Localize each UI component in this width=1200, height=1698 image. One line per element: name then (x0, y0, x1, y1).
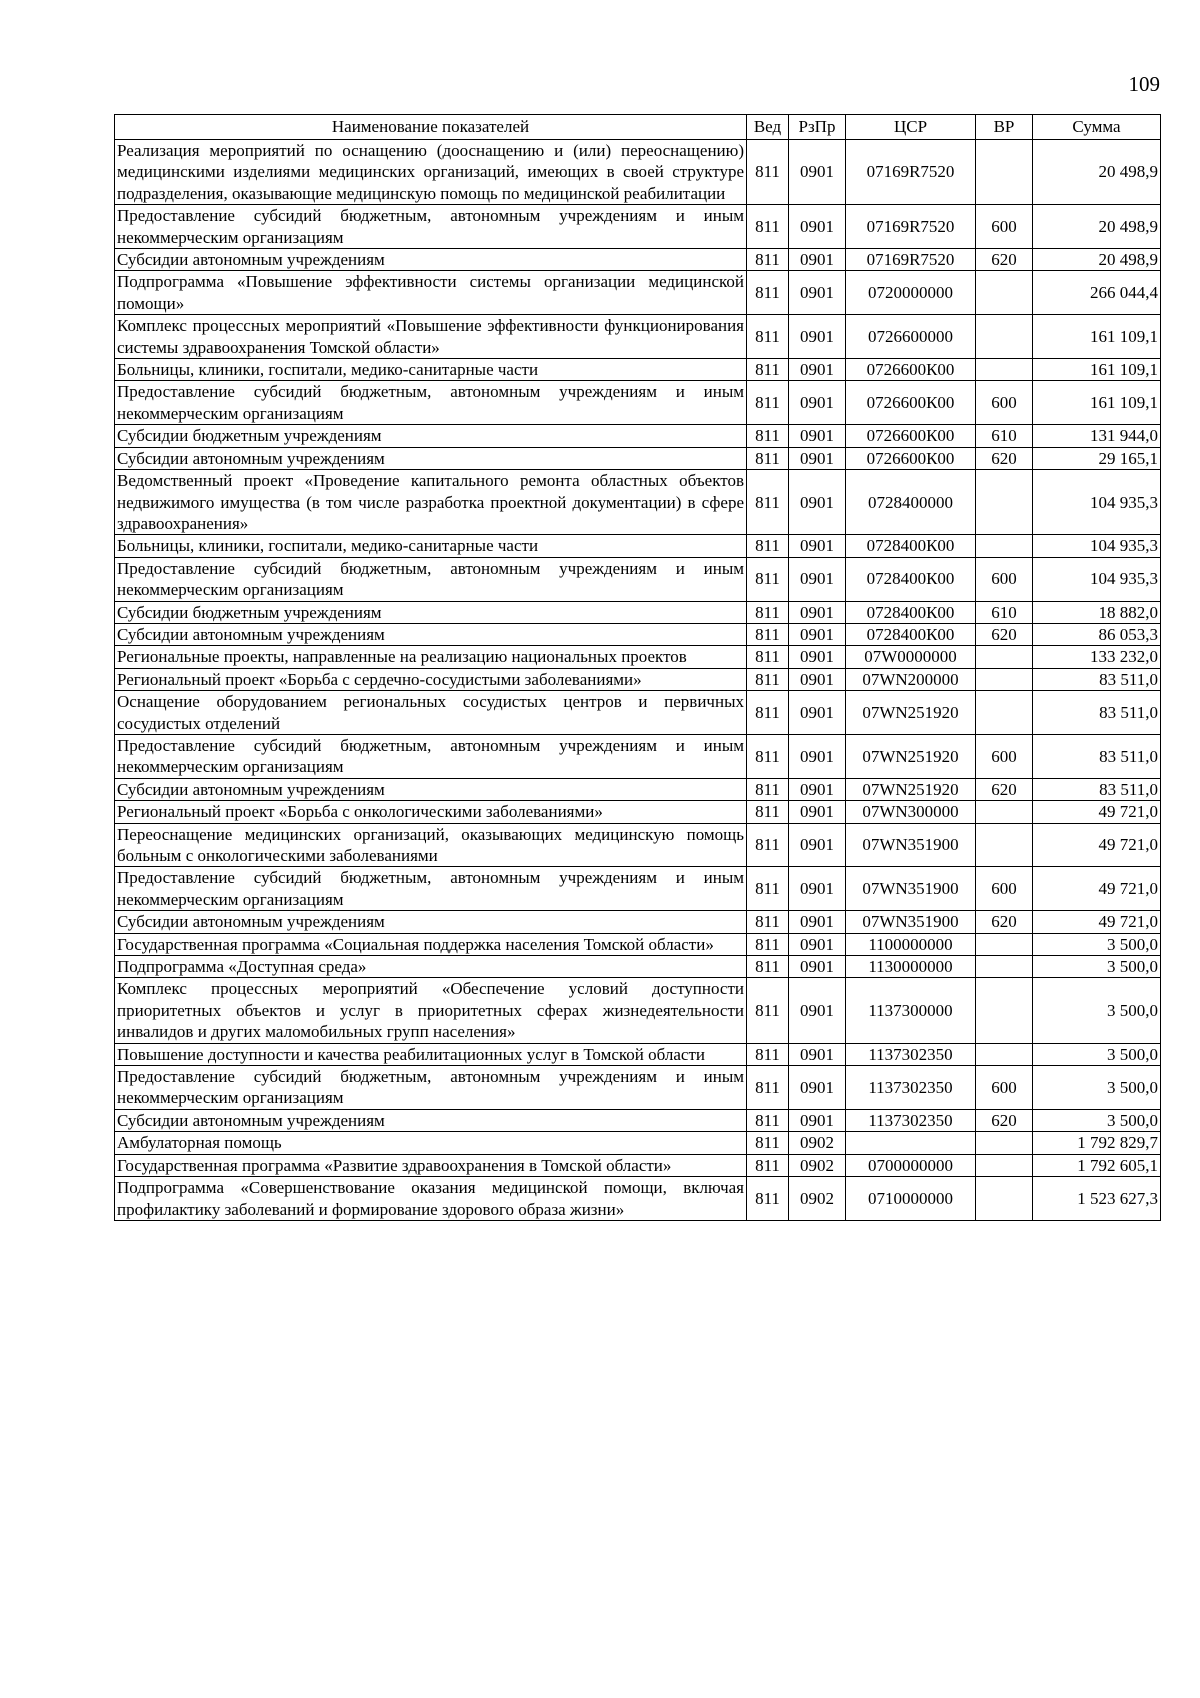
cell-rzpr: 0901 (789, 734, 846, 778)
cell-sum: 49 721,0 (1033, 823, 1161, 867)
header-ved: Вед (747, 115, 789, 140)
cell-ved: 811 (747, 535, 789, 557)
cell-vr (976, 359, 1033, 381)
cell-rzpr: 0901 (789, 557, 846, 601)
cell-ved: 811 (747, 823, 789, 867)
cell-sum: 20 498,9 (1033, 140, 1161, 205)
table-row (115, 381, 1161, 425)
cell-rzpr: 0901 (789, 623, 846, 645)
cell-name: Реализация мероприятий по оснащению (дооснащению и (или) переоснащению) медицинскими изделиями медицинских организаций, имеющих в своей структуре подразделения, оказывающие медицинскую помощь по медицинской реабилитации (115, 140, 747, 205)
table-row (115, 646, 1161, 668)
cell-name: Больницы, клиники, госпитали, медико-санитарные части (115, 535, 747, 557)
table-row (115, 1043, 1161, 1065)
table-row (115, 470, 1161, 535)
cell-vr: 600 (976, 557, 1033, 601)
cell-csr: 0728400К00 (846, 557, 976, 601)
cell-csr: 07WN300000 (846, 801, 976, 823)
cell-sum: 3 500,0 (1033, 933, 1161, 955)
cell-rzpr: 0901 (789, 205, 846, 249)
cell-rzpr: 0902 (789, 1154, 846, 1176)
cell-csr: 1130000000 (846, 956, 976, 978)
table-row (115, 1177, 1161, 1221)
table-row (115, 668, 1161, 690)
cell-name: Региональные проекты, направленные на реализацию национальных проектов (115, 646, 747, 668)
cell-csr: 07WN251920 (846, 734, 976, 778)
cell-csr: 07169R7520 (846, 205, 976, 249)
cell-name: Субсидии бюджетным учреждениям (115, 425, 747, 447)
cell-ved: 811 (747, 933, 789, 955)
cell-ved: 811 (747, 557, 789, 601)
cell-sum: 3 500,0 (1033, 1109, 1161, 1131)
cell-vr (976, 646, 1033, 668)
cell-sum: 104 935,3 (1033, 535, 1161, 557)
cell-csr: 07WN200000 (846, 668, 976, 690)
table-row (115, 867, 1161, 911)
table-row (115, 1132, 1161, 1154)
header-sum: Сумма (1033, 115, 1161, 140)
cell-vr: 600 (976, 867, 1033, 911)
table-row (115, 1109, 1161, 1131)
table-row (115, 978, 1161, 1043)
table-row (115, 315, 1161, 359)
table-row (115, 1154, 1161, 1176)
cell-name: Повышение доступности и качества реабилитационных услуг в Томской области (115, 1043, 747, 1065)
cell-rzpr: 0901 (789, 140, 846, 205)
cell-vr: 620 (976, 447, 1033, 469)
cell-rzpr: 0901 (789, 249, 846, 271)
table-row (115, 623, 1161, 645)
cell-csr: 0728400000 (846, 470, 976, 535)
cell-csr: 07WN251920 (846, 691, 976, 735)
cell-vr (976, 691, 1033, 735)
cell-ved: 811 (747, 1043, 789, 1065)
cell-sum: 133 232,0 (1033, 646, 1161, 668)
cell-vr (976, 801, 1033, 823)
table-row (115, 205, 1161, 249)
cell-csr: 0728400К00 (846, 623, 976, 645)
cell-sum: 49 721,0 (1033, 911, 1161, 933)
table-row (115, 359, 1161, 381)
cell-name: Региональный проект «Борьба с сердечно-сосудистыми заболеваниями» (115, 668, 747, 690)
table-row (115, 447, 1161, 469)
cell-ved: 811 (747, 315, 789, 359)
cell-sum: 161 109,1 (1033, 315, 1161, 359)
cell-sum: 49 721,0 (1033, 867, 1161, 911)
cell-ved: 811 (747, 956, 789, 978)
table-row (115, 823, 1161, 867)
cell-ved: 811 (747, 778, 789, 800)
cell-sum: 161 109,1 (1033, 359, 1161, 381)
page-number: 109 (1128, 72, 1160, 96)
cell-csr: 1137302350 (846, 1043, 976, 1065)
cell-name: Государственная программа «Развитие здравоохранения в Томской области» (115, 1154, 747, 1176)
cell-sum: 1 792 605,1 (1033, 1154, 1161, 1176)
cell-name: Субсидии автономным учреждениям (115, 778, 747, 800)
cell-ved: 811 (747, 425, 789, 447)
cell-csr: 1137302350 (846, 1109, 976, 1131)
table-row (115, 933, 1161, 955)
cell-vr (976, 956, 1033, 978)
cell-name: Подпрограмма «Совершенствование оказания медицинской помощи, включая профилактику заболеваний и формирование здорового образа жизни» (115, 1177, 747, 1221)
cell-sum: 86 053,3 (1033, 623, 1161, 645)
cell-vr: 610 (976, 425, 1033, 447)
cell-vr (976, 823, 1033, 867)
cell-csr: 0710000000 (846, 1177, 976, 1221)
cell-name: Подпрограмма «Повышение эффективности системы организации медицинской помощи» (115, 271, 747, 315)
cell-rzpr: 0901 (789, 315, 846, 359)
cell-sum: 104 935,3 (1033, 557, 1161, 601)
cell-vr (976, 470, 1033, 535)
table-row (115, 535, 1161, 557)
cell-vr (976, 1154, 1033, 1176)
cell-rzpr: 0901 (789, 470, 846, 535)
cell-rzpr: 0901 (789, 447, 846, 469)
cell-name: Комплекс процессных мероприятий «Повышение эффективности функционирования системы здравоохранения Томской области» (115, 315, 747, 359)
cell-sum: 29 165,1 (1033, 447, 1161, 469)
cell-vr (976, 1132, 1033, 1154)
cell-ved: 811 (747, 1154, 789, 1176)
cell-csr: 1100000000 (846, 933, 976, 955)
table-row (115, 956, 1161, 978)
cell-vr: 600 (976, 205, 1033, 249)
cell-name: Субсидии автономным учреждениям (115, 249, 747, 271)
cell-name: Субсидии автономным учреждениям (115, 623, 747, 645)
cell-sum: 104 935,3 (1033, 470, 1161, 535)
table-body (115, 140, 1161, 1221)
cell-ved: 811 (747, 205, 789, 249)
cell-name: Больницы, клиники, госпитали, медико-санитарные части (115, 359, 747, 381)
cell-rzpr: 0901 (789, 381, 846, 425)
cell-vr: 620 (976, 623, 1033, 645)
cell-csr: 1137300000 (846, 978, 976, 1043)
cell-ved: 811 (747, 1066, 789, 1110)
cell-vr: 620 (976, 1109, 1033, 1131)
cell-vr (976, 271, 1033, 315)
cell-vr (976, 933, 1033, 955)
cell-name: Субсидии бюджетным учреждениям (115, 601, 747, 623)
cell-ved: 811 (747, 470, 789, 535)
cell-name: Предоставление субсидий бюджетным, автономным учреждениям и иным некоммерческим организациям (115, 1066, 747, 1110)
cell-rzpr: 0901 (789, 691, 846, 735)
header-vr: ВР (976, 115, 1033, 140)
cell-csr: 0726600К00 (846, 381, 976, 425)
cell-rzpr: 0901 (789, 1066, 846, 1110)
cell-name: Предоставление субсидий бюджетным, автономным учреждениям и иным некоммерческим организациям (115, 205, 747, 249)
cell-csr: 07WN351900 (846, 867, 976, 911)
cell-rzpr: 0901 (789, 1109, 846, 1131)
cell-rzpr: 0901 (789, 956, 846, 978)
cell-ved: 811 (747, 801, 789, 823)
cell-ved: 811 (747, 646, 789, 668)
cell-csr: 0726600К00 (846, 359, 976, 381)
cell-name: Ведомственный проект «Проведение капитального ремонта областных объектов недвижимого имущества (в том числе разработка проектной документации) в сфере здравоохранения» (115, 470, 747, 535)
cell-ved: 811 (747, 978, 789, 1043)
cell-vr: 600 (976, 381, 1033, 425)
cell-sum: 131 944,0 (1033, 425, 1161, 447)
cell-name: Подпрограмма «Доступная среда» (115, 956, 747, 978)
cell-vr (976, 668, 1033, 690)
table-row (115, 601, 1161, 623)
cell-rzpr: 0901 (789, 425, 846, 447)
cell-sum: 20 498,9 (1033, 205, 1161, 249)
cell-name: Предоставление субсидий бюджетным, автономным учреждениям и иным некоммерческим организациям (115, 557, 747, 601)
cell-csr: 0726600К00 (846, 425, 976, 447)
cell-sum: 83 511,0 (1033, 734, 1161, 778)
cell-rzpr: 0901 (789, 778, 846, 800)
cell-csr: 07169R7520 (846, 140, 976, 205)
cell-csr: 07169R7520 (846, 249, 976, 271)
cell-csr: 1137302350 (846, 1066, 976, 1110)
cell-sum: 83 511,0 (1033, 668, 1161, 690)
table-header-row (115, 115, 1161, 140)
cell-ved: 811 (747, 668, 789, 690)
cell-sum: 3 500,0 (1033, 978, 1161, 1043)
cell-ved: 811 (747, 447, 789, 469)
budget-table (114, 114, 1161, 1221)
cell-name: Субсидии автономным учреждениям (115, 447, 747, 469)
table-row (115, 271, 1161, 315)
cell-csr: 07WN351900 (846, 911, 976, 933)
table-row (115, 691, 1161, 735)
cell-ved: 811 (747, 359, 789, 381)
cell-rzpr: 0901 (789, 668, 846, 690)
cell-name: Предоставление субсидий бюджетным, автономным учреждениям и иным некоммерческим организациям (115, 381, 747, 425)
cell-name: Переоснащение медицинских организаций, оказывающих медицинскую помощь больным с онкологическими заболеваниями (115, 823, 747, 867)
cell-vr (976, 978, 1033, 1043)
table-row (115, 801, 1161, 823)
cell-ved: 811 (747, 1109, 789, 1131)
cell-csr: 07WN251920 (846, 778, 976, 800)
table-row (115, 1066, 1161, 1110)
cell-rzpr: 0901 (789, 1043, 846, 1065)
cell-sum: 3 500,0 (1033, 1066, 1161, 1110)
cell-name: Предоставление субсидий бюджетным, автономным учреждениям и иным некоммерческим организациям (115, 734, 747, 778)
cell-sum: 83 511,0 (1033, 691, 1161, 735)
cell-name: Региональный проект «Борьба с онкологическими заболеваниями» (115, 801, 747, 823)
cell-ved: 811 (747, 601, 789, 623)
header-rzpr: РзПр (789, 115, 846, 140)
cell-vr: 620 (976, 778, 1033, 800)
cell-ved: 811 (747, 734, 789, 778)
cell-csr (846, 1132, 976, 1154)
cell-vr (976, 1177, 1033, 1221)
cell-rzpr: 0902 (789, 1177, 846, 1221)
cell-name: Амбулаторная помощь (115, 1132, 747, 1154)
cell-ved: 811 (747, 249, 789, 271)
cell-ved: 811 (747, 140, 789, 205)
cell-ved: 811 (747, 867, 789, 911)
cell-vr (976, 315, 1033, 359)
cell-sum: 83 511,0 (1033, 778, 1161, 800)
cell-name: Оснащение оборудованием региональных сосудистых центров и первичных сосудистых отделений (115, 691, 747, 735)
cell-vr (976, 140, 1033, 205)
cell-rzpr: 0901 (789, 801, 846, 823)
table-row (115, 557, 1161, 601)
header-csr: ЦСР (846, 115, 976, 140)
cell-ved: 811 (747, 623, 789, 645)
cell-ved: 811 (747, 911, 789, 933)
cell-ved: 811 (747, 691, 789, 735)
cell-vr (976, 535, 1033, 557)
cell-ved: 811 (747, 381, 789, 425)
cell-rzpr: 0901 (789, 359, 846, 381)
cell-name: Субсидии автономным учреждениям (115, 911, 747, 933)
cell-csr: 07WN351900 (846, 823, 976, 867)
table-row (115, 778, 1161, 800)
cell-sum: 3 500,0 (1033, 956, 1161, 978)
cell-sum: 49 721,0 (1033, 801, 1161, 823)
cell-vr: 600 (976, 734, 1033, 778)
cell-rzpr: 0901 (789, 933, 846, 955)
cell-vr: 620 (976, 249, 1033, 271)
table-row (115, 425, 1161, 447)
table-row (115, 140, 1161, 205)
cell-name: Комплекс процессных мероприятий «Обеспечение условий доступности приоритетных объектов и услуг в приоритетных сферах жизнедеятельности инвалидов и других маломобильных групп населения» (115, 978, 747, 1043)
cell-name: Государственная программа «Социальная поддержка населения Томской области» (115, 933, 747, 955)
cell-sum: 266 044,4 (1033, 271, 1161, 315)
cell-rzpr: 0901 (789, 535, 846, 557)
cell-sum: 18 882,0 (1033, 601, 1161, 623)
cell-csr: 07W0000000 (846, 646, 976, 668)
cell-rzpr: 0901 (789, 978, 846, 1043)
cell-rzpr: 0901 (789, 823, 846, 867)
header-name: Наименование показателей (115, 115, 747, 140)
cell-sum: 3 500,0 (1033, 1043, 1161, 1065)
cell-csr: 0726600К00 (846, 447, 976, 469)
cell-sum: 20 498,9 (1033, 249, 1161, 271)
cell-ved: 811 (747, 1177, 789, 1221)
cell-csr: 0726600000 (846, 315, 976, 359)
cell-vr: 620 (976, 911, 1033, 933)
cell-csr: 0720000000 (846, 271, 976, 315)
table-row (115, 734, 1161, 778)
cell-rzpr: 0902 (789, 1132, 846, 1154)
cell-vr: 610 (976, 601, 1033, 623)
cell-rzpr: 0901 (789, 601, 846, 623)
cell-rzpr: 0901 (789, 867, 846, 911)
cell-sum: 161 109,1 (1033, 381, 1161, 425)
cell-rzpr: 0901 (789, 271, 846, 315)
cell-ved: 811 (747, 271, 789, 315)
cell-sum: 1 523 627,3 (1033, 1177, 1161, 1221)
table-row (115, 911, 1161, 933)
table-row (115, 249, 1161, 271)
cell-csr: 0700000000 (846, 1154, 976, 1176)
cell-csr: 0728400К00 (846, 535, 976, 557)
cell-name: Субсидии автономным учреждениям (115, 1109, 747, 1131)
cell-rzpr: 0901 (789, 646, 846, 668)
cell-vr: 600 (976, 1066, 1033, 1110)
cell-rzpr: 0901 (789, 911, 846, 933)
cell-name: Предоставление субсидий бюджетным, автономным учреждениям и иным некоммерческим организациям (115, 867, 747, 911)
cell-vr (976, 1043, 1033, 1065)
cell-sum: 1 792 829,7 (1033, 1132, 1161, 1154)
cell-ved: 811 (747, 1132, 789, 1154)
cell-csr: 0728400К00 (846, 601, 976, 623)
